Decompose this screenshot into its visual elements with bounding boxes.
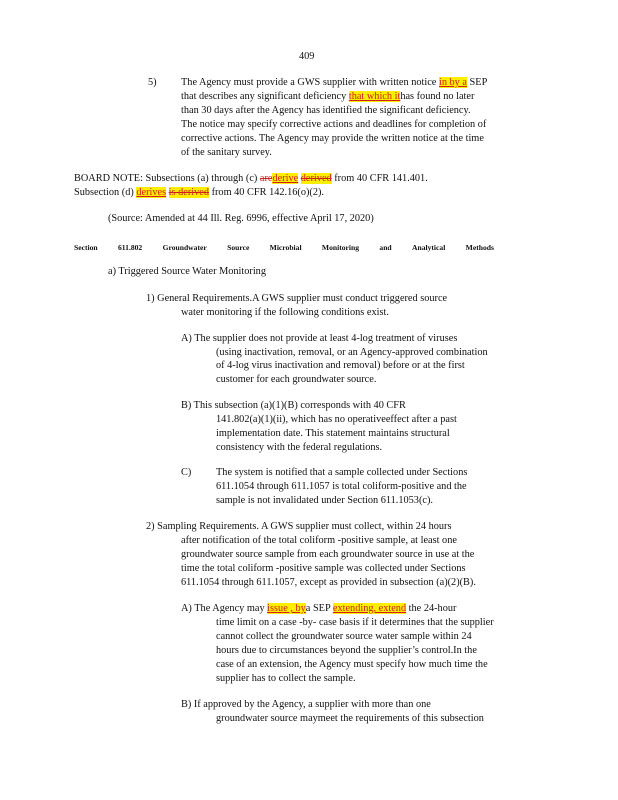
inserted-text: derive	[272, 173, 299, 184]
inserted-text: issue , by	[267, 603, 306, 614]
deleted-text: are	[259, 173, 273, 184]
paragraph-line: consistency with the federal regulations.	[216, 442, 383, 453]
paragraph-line: groundwater source sample from each groundwater source in use at the	[181, 549, 475, 560]
text-run: a SEP	[305, 603, 333, 614]
section-heading	[74, 241, 494, 254]
inserted-text: derives	[136, 187, 167, 198]
deleted-text: derived	[300, 173, 332, 184]
inserted-text: in by a	[438, 77, 467, 88]
heading-word: Source	[227, 243, 250, 252]
item-label: C)	[181, 467, 192, 478]
paragraph-line: supplier has to collect the sample.	[216, 673, 356, 684]
page-number: 409	[299, 51, 315, 62]
heading-word: Analytical	[411, 243, 446, 252]
paragraph-line: A) The supplier does not provide at least 4-log treatment of viruses	[181, 333, 458, 344]
paragraph-line: B) This subsection (a)(1)(B) corresponds with 40 CFR	[181, 400, 406, 411]
paragraph-line: (using inactivation, removal, or an Agency-approved combination	[216, 347, 488, 358]
inserted-text: extending, extend	[332, 603, 407, 614]
text-run: that describes any significant deficiency	[181, 91, 349, 102]
paragraph-line: hours due to circumstances beyond the supplier’s control.In the	[216, 645, 477, 656]
item-number: 5)	[148, 77, 157, 88]
paragraph-line	[181, 76, 487, 89]
deleted-text: is derived	[168, 187, 209, 198]
paragraph-line: of the sanitary survey.	[181, 147, 272, 158]
paragraph-line: The notice may specify corrective actions and deadlines for completion of	[181, 119, 487, 130]
text-run: The Agency must provide a GWS supplier with written notice	[181, 77, 439, 88]
paragraph-line: cannot collect the groundwater source water sample within 24	[216, 631, 472, 642]
text-run: from 40 CFR 142.16(o)(2).	[209, 187, 324, 198]
paragraph-line: B) If approved by the Agency, a supplier with more than one	[181, 699, 431, 710]
paragraph-line: after notification of the total coliform -positive sample, at least one	[181, 535, 457, 546]
source-note: (Source: Amended at 44 Ill. Reg. 6996, effective April 17, 2020)	[108, 213, 374, 224]
text-run: SEP	[466, 77, 488, 88]
heading-word: Groundwater	[162, 243, 207, 252]
paragraph-line: case of an extension, the Agency must specify how much time the	[216, 659, 488, 670]
text-run: BOARD NOTE: Subsections (a) through (c)	[74, 173, 260, 184]
heading-word: Microbial	[269, 243, 302, 252]
heading-word: Methods	[465, 243, 494, 252]
paragraph-line: sample is not invalidated under Section 611.1053(c).	[216, 495, 433, 506]
paragraph-line: time limit on a case -by- case basis if it determines that the supplier	[216, 617, 494, 628]
paragraph-line: water monitoring if the following conditions exist.	[181, 307, 389, 318]
heading-word: 611.802	[117, 243, 143, 252]
paragraph-line: The system is notified that a sample collected under Sections	[216, 467, 468, 478]
paragraph-line: time the total coliform -positive sample was collected under Sections	[181, 563, 466, 574]
paragraph-line: groundwater source maymeet the requirements of this subsection	[216, 713, 484, 724]
text-run: from 40 CFR 141.401.	[331, 173, 428, 184]
inserted-text: that which it	[348, 91, 401, 102]
paragraph-line: 611.1054 through 611.1057 is total coliform-positive and the	[216, 481, 467, 492]
board-note-line	[74, 186, 324, 199]
paragraph-line: corrective actions. The Agency may provide the written notice at the time	[181, 133, 484, 144]
paragraph-line: 2) Sampling Requirements. A GWS supplier must collect, within 24 hours	[146, 521, 452, 532]
paragraph-line: 611.1054 through 611.1057, except as provided in subsection (a)(2)(B).	[181, 577, 476, 588]
paragraph-line: customer for each groundwater source.	[216, 374, 377, 385]
text-run: the 24-hour	[406, 603, 457, 614]
paragraph-line: than 30 days after the Agency has identified the significant deficiency.	[181, 105, 471, 116]
subsection-heading: a) Triggered Source Water Monitoring	[108, 266, 266, 277]
heading-word: Section	[74, 243, 98, 252]
paragraph-line: 1) General Requirements.A GWS supplier must conduct triggered source	[146, 293, 448, 304]
heading-word: Monitoring	[321, 243, 360, 252]
text-run: has found no later	[400, 91, 475, 102]
paragraph-line: of 4-log virus inactivation and removal) before or at the first	[216, 360, 465, 371]
paragraph-line: 141.802(a)(1)(ii), which has no operativeeffect after a past	[216, 414, 457, 425]
text-run: Subsection (d)	[74, 187, 137, 198]
paragraph-line	[181, 602, 456, 615]
heading-word: and	[379, 243, 392, 252]
paragraph-line: implementation date. This statement maintains structural	[216, 428, 450, 439]
board-note-line	[74, 172, 428, 185]
paragraph-line	[181, 90, 474, 103]
text-run: A) The Agency may	[181, 603, 268, 614]
